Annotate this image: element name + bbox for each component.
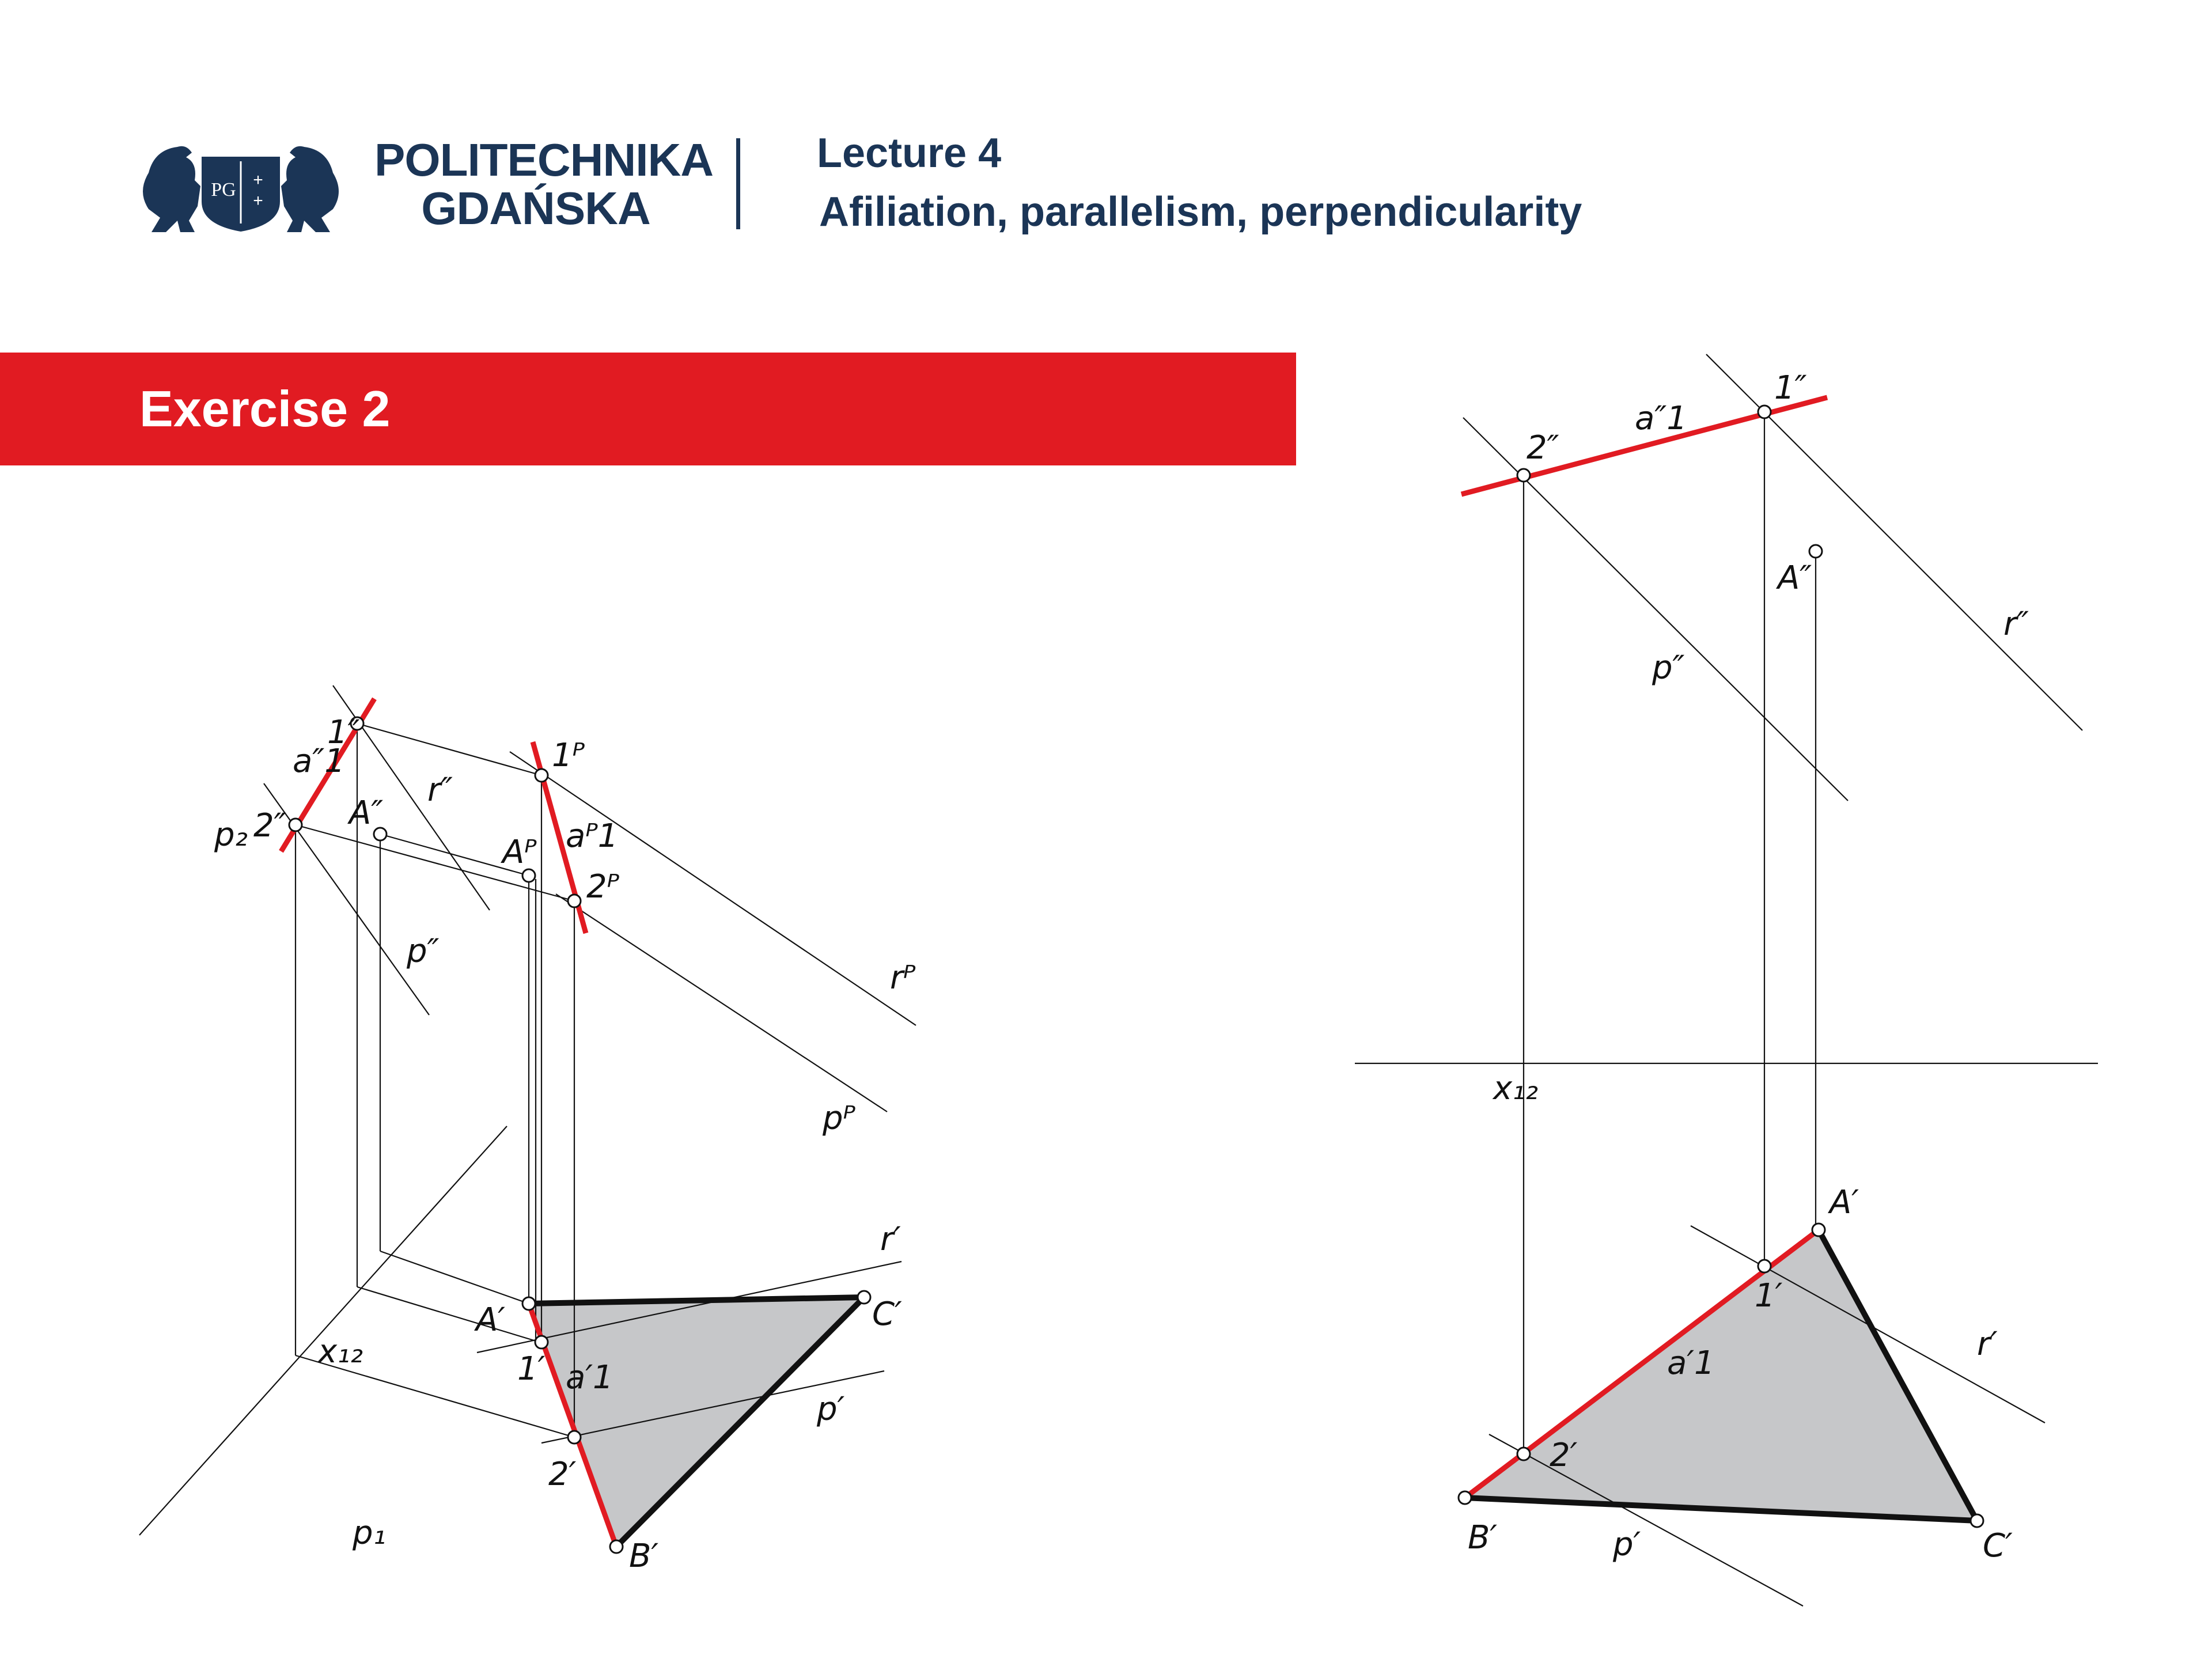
left-view [139, 685, 916, 1575]
university-name-line1: POLITECHNIKA [374, 134, 713, 185]
left-label-r-upper: r″ [427, 771, 453, 809]
right-label-r-upper: r″ [2003, 605, 2029, 643]
right-point-1-upper [1758, 406, 1771, 418]
left-label-1-upper: 1″ [327, 714, 360, 751]
left-label-a-upper: A″ [349, 794, 384, 832]
university-name-line2: GDAŃSKA [421, 183, 650, 234]
left-label-p2: p₂ [214, 816, 248, 854]
left-label-2-lower: 2′ [548, 1456, 577, 1493]
lecture-number: Lecture 4 [817, 130, 1002, 176]
left-point-b-lower [610, 1540, 623, 1553]
right-label-p-lower: p′ [1613, 1526, 1641, 1563]
left-point-a-p [522, 869, 535, 882]
svg-text:+: + [253, 171, 263, 190]
left-point-1-p [535, 769, 548, 782]
left-label-a-lower: A′ [476, 1301, 506, 1339]
left-label-p-upper: p″ [407, 933, 440, 970]
lecture-topic: Afiliation, parallelism, perpendicularity [819, 189, 1582, 235]
left-label-a-p: Aᴾ [502, 834, 537, 871]
left-x-axis [139, 1126, 507, 1535]
right-point-a-lower [1812, 1224, 1825, 1236]
left-label-b-lower: B′ [629, 1537, 659, 1575]
right-label-1-lower: 1′ [1755, 1277, 1783, 1315]
left-a-proj-bottom [380, 1251, 529, 1304]
left-point-a-lower [522, 1297, 535, 1310]
right-label-r-lower: r′ [1977, 1325, 1998, 1363]
right-point-a-upper [1809, 545, 1822, 558]
right-label-2-upper: 2″ [1527, 429, 1559, 467]
left-label-2-upper: 2″ [253, 807, 286, 844]
right-label-b-lower: B′ [1468, 1519, 1498, 1556]
left-point-2-lower [568, 1431, 581, 1444]
left-label-a1-p: aᴾ1 [566, 817, 619, 855]
right-point-b-lower [1459, 1491, 1471, 1504]
right-label-1-upper: 1″ [1774, 369, 1807, 407]
left-point-c-lower [858, 1291, 870, 1304]
exercise-title: Exercise 2 [139, 380, 391, 437]
right-point-2-lower [1517, 1448, 1530, 1460]
left-point-2-p [568, 895, 581, 907]
right-label-c-lower: C′ [1983, 1527, 2013, 1565]
right-label-a1-lower: a′1 [1667, 1344, 1715, 1382]
right-view [1355, 354, 2098, 1606]
left-label-x12: x₁₂ [318, 1333, 363, 1370]
left-line-p-upper [264, 783, 429, 1015]
left-label-2-p: 2ᴾ [586, 868, 619, 906]
left-label-p-p: pᴾ [823, 1100, 855, 1137]
left-label-r-p: rᴾ [890, 959, 916, 997]
left-label-1-p: 1ᴾ [552, 737, 585, 774]
left-rect2-bottom [357, 1287, 540, 1342]
left-line-r-p [510, 752, 916, 1025]
left-edge-1-upper-to-1p [357, 724, 541, 775]
right-label-2-lower: 2′ [1550, 1437, 1578, 1474]
left-point-2-upper [289, 819, 302, 831]
left-label-r-lower: r′ [880, 1221, 901, 1258]
right-point-2-upper [1517, 469, 1530, 482]
left-label-a1-lower: a′1 [566, 1359, 613, 1396]
left-label-p1: p₁ [353, 1514, 386, 1552]
right-point-c-lower [1971, 1514, 1983, 1527]
left-label-1-lower: 1′ [517, 1350, 546, 1388]
left-point-1-lower [535, 1336, 548, 1349]
left-line-p-p [556, 894, 887, 1112]
right-label-a-upper: A″ [1778, 559, 1812, 597]
right-label-a1-upper: a″1 [1635, 400, 1687, 437]
right-label-a-lower: A′ [1830, 1184, 1859, 1221]
left-triangle-fill [529, 1297, 864, 1547]
left-label-p-lower: p′ [817, 1391, 845, 1428]
right-point-1-lower [1758, 1260, 1771, 1272]
left-label-a1-upper: a″1 [293, 743, 345, 780]
logo-letters: PG [211, 179, 236, 200]
right-label-x12: x₁₂ [1493, 1070, 1539, 1107]
right-label-p-upper: p″ [1652, 649, 1685, 687]
left-label-c-lower: C′ [872, 1296, 902, 1333]
svg-text:+: + [253, 191, 263, 210]
